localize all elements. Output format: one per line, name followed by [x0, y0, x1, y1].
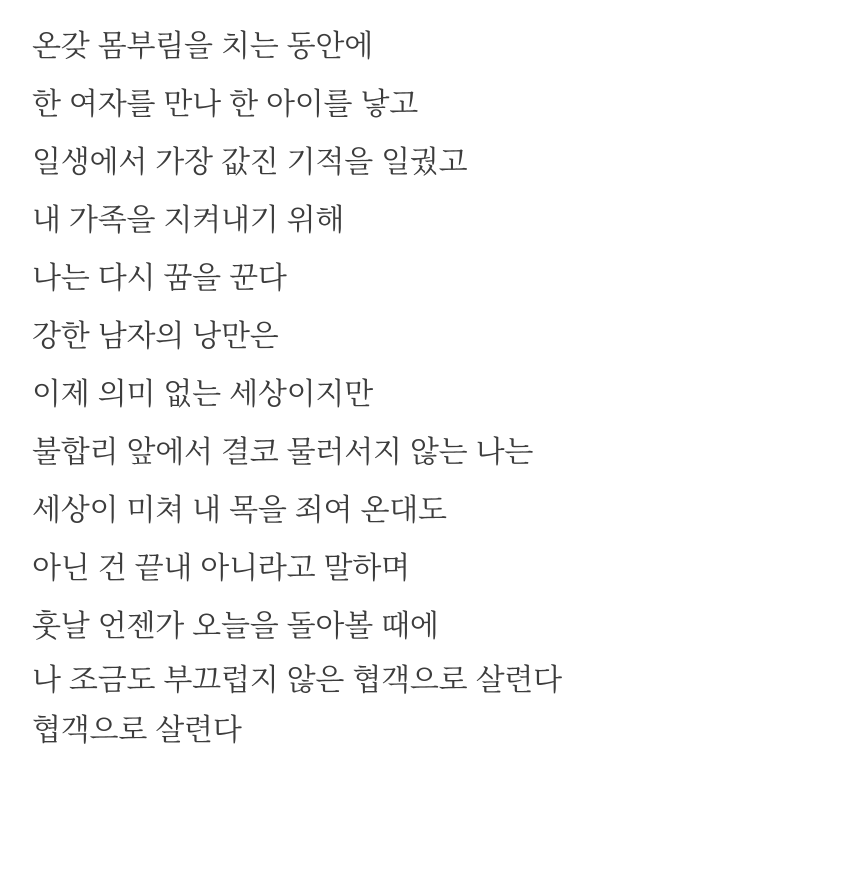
poem-line: 훗날 언젠가 오늘을 돌아볼 때에: [32, 610, 439, 643]
poem-line: 온갖 몸부림을 치는 동안에: [32, 30, 373, 63]
poem-line: 이제 의미 없는 세상이지만: [32, 378, 373, 411]
poem-line: 나는 다시 꿈을 꾼다: [32, 262, 287, 295]
poem-line: 세상이 미쳐 내 목을 죄여 온대도: [32, 494, 447, 527]
poem-body: [32, 18, 818, 756]
poem-line: 강한 남자의 낭만은: [32, 320, 279, 353]
poem-line: 한 여자를 만나 한 아이를 낳고: [32, 88, 419, 121]
poem-line: 나 조금도 부끄럽지 않은 협객으로 살련다: [32, 664, 562, 697]
poem-line: 협객으로 살련다: [32, 714, 242, 747]
poem-line: 일생에서 가장 값진 기적을 일궜고: [32, 146, 468, 179]
poem-line: 불합리 앞에서 결코 물러서지 않는 나는: [32, 436, 534, 469]
poem-line: 내 가족을 지켜내기 위해: [32, 204, 345, 237]
poem-line: 아닌 건 끝내 아니라고 말하며: [32, 552, 410, 585]
